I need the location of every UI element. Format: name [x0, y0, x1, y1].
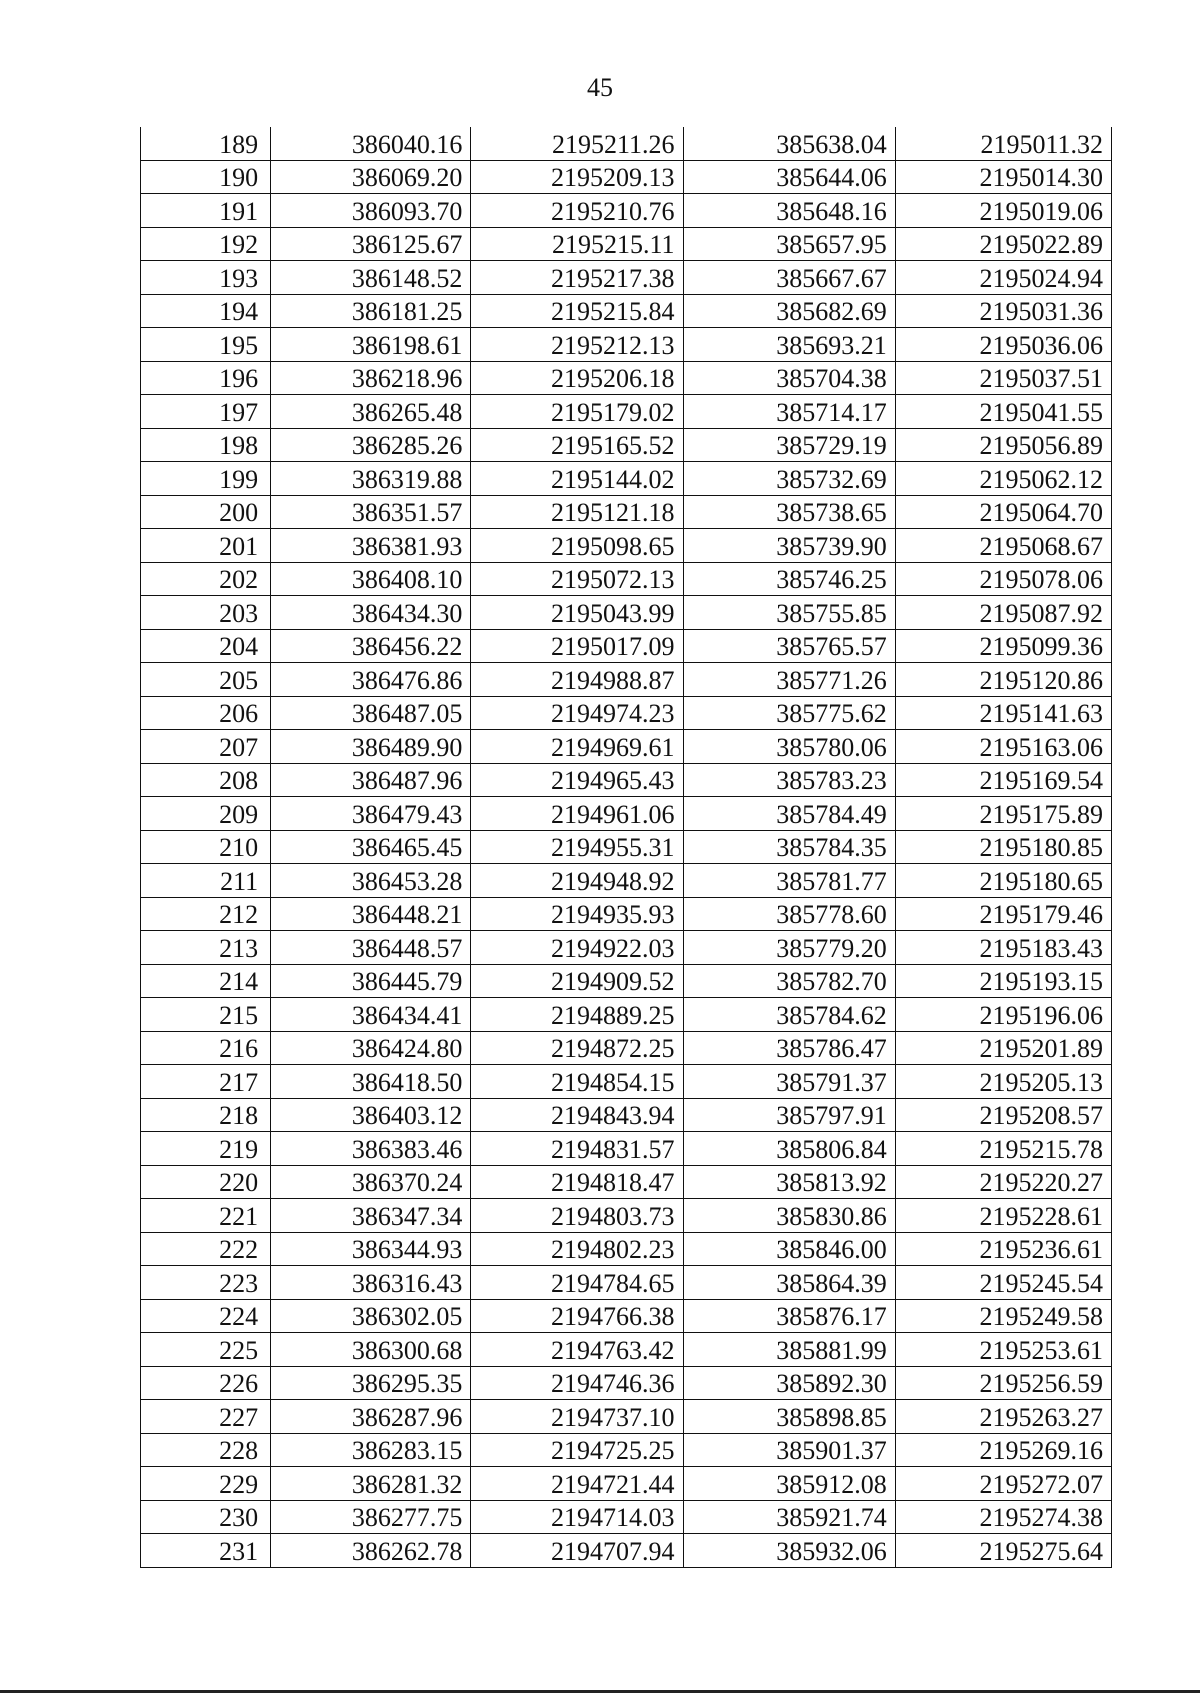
y2-coordinate-cell: 2195037.51: [895, 361, 1111, 395]
x1-coordinate-cell: 386277.75: [271, 1500, 471, 1534]
table-row: [141, 931, 1112, 965]
y1-coordinate-cell: 2195217.38: [471, 261, 683, 295]
x2-coordinate-cell: 385779.20: [683, 931, 895, 965]
y2-coordinate-cell: 2195163.06: [895, 730, 1111, 764]
point-number-cell: 226: [141, 1366, 271, 1400]
table-row: [141, 998, 1112, 1032]
point-number-cell: 199: [141, 462, 271, 496]
y1-coordinate-cell: 2194746.36: [471, 1366, 683, 1400]
y2-coordinate-cell: 2195120.86: [895, 663, 1111, 697]
y1-coordinate-cell: 2195165.52: [471, 428, 683, 462]
x2-coordinate-cell: 385932.06: [683, 1534, 895, 1568]
y2-coordinate-cell: 2195274.38: [895, 1500, 1111, 1534]
point-number-cell: 209: [141, 797, 271, 831]
y1-coordinate-cell: 2195179.02: [471, 395, 683, 429]
y1-coordinate-cell: 2194854.15: [471, 1065, 683, 1099]
y1-coordinate-cell: 2194737.10: [471, 1400, 683, 1434]
point-number-cell: 220: [141, 1165, 271, 1199]
x1-coordinate-cell: 386347.34: [271, 1199, 471, 1233]
table-row: [141, 127, 1112, 160]
x1-coordinate-cell: 386448.21: [271, 897, 471, 931]
x1-coordinate-cell: 386434.30: [271, 596, 471, 630]
table-row: [141, 1232, 1112, 1266]
x2-coordinate-cell: 385704.38: [683, 361, 895, 395]
y2-coordinate-cell: 2195031.36: [895, 294, 1111, 328]
point-number-cell: 195: [141, 328, 271, 362]
table-row: [141, 1467, 1112, 1501]
x2-coordinate-cell: 385921.74: [683, 1500, 895, 1534]
x2-coordinate-cell: 385786.47: [683, 1031, 895, 1065]
point-number-cell: 229: [141, 1467, 271, 1501]
table-row: [141, 328, 1112, 362]
table-row: [141, 864, 1112, 898]
point-number-cell: 192: [141, 227, 271, 261]
y1-coordinate-cell: 2195121.18: [471, 495, 683, 529]
y2-coordinate-cell: 2195196.06: [895, 998, 1111, 1032]
x1-coordinate-cell: 386381.93: [271, 529, 471, 563]
x2-coordinate-cell: 385784.49: [683, 797, 895, 831]
x2-coordinate-cell: 385898.85: [683, 1400, 895, 1434]
x2-coordinate-cell: 385729.19: [683, 428, 895, 462]
x1-coordinate-cell: 386370.24: [271, 1165, 471, 1199]
y1-coordinate-cell: 2194831.57: [471, 1132, 683, 1166]
point-number-cell: 202: [141, 562, 271, 596]
y2-coordinate-cell: 2195263.27: [895, 1400, 1111, 1434]
y2-coordinate-cell: 2195041.55: [895, 395, 1111, 429]
point-number-cell: 225: [141, 1333, 271, 1367]
x1-coordinate-cell: 386069.20: [271, 160, 471, 194]
y1-coordinate-cell: 2194818.47: [471, 1165, 683, 1199]
point-number-cell: 211: [141, 864, 271, 898]
x2-coordinate-cell: 385813.92: [683, 1165, 895, 1199]
y1-coordinate-cell: 2194784.65: [471, 1266, 683, 1300]
y1-coordinate-cell: 2194843.94: [471, 1098, 683, 1132]
y1-coordinate-cell: 2194935.93: [471, 897, 683, 931]
x1-coordinate-cell: 386456.22: [271, 629, 471, 663]
x1-coordinate-cell: 386295.35: [271, 1366, 471, 1400]
table-row: [141, 294, 1112, 328]
x2-coordinate-cell: 385693.21: [683, 328, 895, 362]
x1-coordinate-cell: 386351.57: [271, 495, 471, 529]
x1-coordinate-cell: 386319.88: [271, 462, 471, 496]
y2-coordinate-cell: 2195014.30: [895, 160, 1111, 194]
point-number-cell: 219: [141, 1132, 271, 1166]
x1-coordinate-cell: 386408.10: [271, 562, 471, 596]
x2-coordinate-cell: 385775.62: [683, 696, 895, 730]
table-row: [141, 1065, 1112, 1099]
x2-coordinate-cell: 385732.69: [683, 462, 895, 496]
point-number-cell: 221: [141, 1199, 271, 1233]
x2-coordinate-cell: 385765.57: [683, 629, 895, 663]
table-row: [141, 261, 1112, 295]
point-number-cell: 201: [141, 529, 271, 563]
x1-coordinate-cell: 386265.48: [271, 395, 471, 429]
x1-coordinate-cell: 386487.05: [271, 696, 471, 730]
y2-coordinate-cell: 2195019.06: [895, 194, 1111, 228]
y1-coordinate-cell: 2194802.23: [471, 1232, 683, 1266]
point-number-cell: 204: [141, 629, 271, 663]
y2-coordinate-cell: 2195180.65: [895, 864, 1111, 898]
table-row: [141, 629, 1112, 663]
point-number-cell: 190: [141, 160, 271, 194]
y2-coordinate-cell: 2195236.61: [895, 1232, 1111, 1266]
point-number-cell: 193: [141, 261, 271, 295]
x2-coordinate-cell: 385638.04: [683, 127, 895, 160]
y1-coordinate-cell: 2195209.13: [471, 160, 683, 194]
point-number-cell: 206: [141, 696, 271, 730]
point-number-cell: 214: [141, 964, 271, 998]
x1-coordinate-cell: 386445.79: [271, 964, 471, 998]
table-row: [141, 830, 1112, 864]
y1-coordinate-cell: 2195206.18: [471, 361, 683, 395]
point-number-cell: 215: [141, 998, 271, 1032]
x1-coordinate-cell: 386093.70: [271, 194, 471, 228]
y1-coordinate-cell: 2194988.87: [471, 663, 683, 697]
x2-coordinate-cell: 385714.17: [683, 395, 895, 429]
point-number-cell: 194: [141, 294, 271, 328]
x2-coordinate-cell: 385780.06: [683, 730, 895, 764]
x2-coordinate-cell: 385782.70: [683, 964, 895, 998]
x2-coordinate-cell: 385846.00: [683, 1232, 895, 1266]
table-row: [141, 1534, 1112, 1568]
table-row: [141, 1333, 1112, 1367]
table-row: [141, 227, 1112, 261]
y1-coordinate-cell: 2194965.43: [471, 763, 683, 797]
y1-coordinate-cell: 2194766.38: [471, 1299, 683, 1333]
point-number-cell: 196: [141, 361, 271, 395]
point-number-cell: 223: [141, 1266, 271, 1300]
x2-coordinate-cell: 385667.67: [683, 261, 895, 295]
y1-coordinate-cell: 2195215.11: [471, 227, 683, 261]
y2-coordinate-cell: 2195256.59: [895, 1366, 1111, 1400]
x2-coordinate-cell: 385881.99: [683, 1333, 895, 1367]
table-row: [141, 696, 1112, 730]
y2-coordinate-cell: 2195228.61: [895, 1199, 1111, 1233]
coordinates-table-body: [141, 127, 1112, 1567]
table-row: [141, 529, 1112, 563]
y2-coordinate-cell: 2195183.43: [895, 931, 1111, 965]
y1-coordinate-cell: 2194872.25: [471, 1031, 683, 1065]
point-number-cell: 231: [141, 1534, 271, 1568]
y1-coordinate-cell: 2194889.25: [471, 998, 683, 1032]
y1-coordinate-cell: 2195211.26: [471, 127, 683, 160]
x2-coordinate-cell: 385830.86: [683, 1199, 895, 1233]
point-number-cell: 210: [141, 830, 271, 864]
y1-coordinate-cell: 2195144.02: [471, 462, 683, 496]
x1-coordinate-cell: 386487.96: [271, 763, 471, 797]
table-row: [141, 462, 1112, 496]
y1-coordinate-cell: 2194961.06: [471, 797, 683, 831]
x1-coordinate-cell: 386040.16: [271, 127, 471, 160]
table-row: [141, 730, 1112, 764]
y1-coordinate-cell: 2194763.42: [471, 1333, 683, 1367]
y2-coordinate-cell: 2195220.27: [895, 1165, 1111, 1199]
table-row: [141, 797, 1112, 831]
y1-coordinate-cell: 2194974.23: [471, 696, 683, 730]
y2-coordinate-cell: 2195269.16: [895, 1433, 1111, 1467]
y2-coordinate-cell: 2195099.36: [895, 629, 1111, 663]
point-number-cell: 216: [141, 1031, 271, 1065]
y1-coordinate-cell: 2195212.13: [471, 328, 683, 362]
y2-coordinate-cell: 2195056.89: [895, 428, 1111, 462]
table-row: [141, 1132, 1112, 1166]
y1-coordinate-cell: 2194714.03: [471, 1500, 683, 1534]
point-number-cell: 227: [141, 1400, 271, 1434]
y2-coordinate-cell: 2195208.57: [895, 1098, 1111, 1132]
point-number-cell: 198: [141, 428, 271, 462]
y1-coordinate-cell: 2194909.52: [471, 964, 683, 998]
x1-coordinate-cell: 386383.46: [271, 1132, 471, 1166]
table-row: [141, 495, 1112, 529]
x1-coordinate-cell: 386403.12: [271, 1098, 471, 1132]
point-number-cell: 207: [141, 730, 271, 764]
point-number-cell: 212: [141, 897, 271, 931]
x2-coordinate-cell: 385778.60: [683, 897, 895, 931]
x1-coordinate-cell: 386283.15: [271, 1433, 471, 1467]
x2-coordinate-cell: 385682.69: [683, 294, 895, 328]
point-number-cell: 224: [141, 1299, 271, 1333]
point-number-cell: 191: [141, 194, 271, 228]
x2-coordinate-cell: 385738.65: [683, 495, 895, 529]
y1-coordinate-cell: 2195043.99: [471, 596, 683, 630]
y2-coordinate-cell: 2195205.13: [895, 1065, 1111, 1099]
y1-coordinate-cell: 2194803.73: [471, 1199, 683, 1233]
point-number-cell: 208: [141, 763, 271, 797]
x2-coordinate-cell: 385784.35: [683, 830, 895, 864]
x2-coordinate-cell: 385771.26: [683, 663, 895, 697]
x2-coordinate-cell: 385791.37: [683, 1065, 895, 1099]
table-row: [141, 1031, 1112, 1065]
point-number-cell: 200: [141, 495, 271, 529]
x1-coordinate-cell: 386262.78: [271, 1534, 471, 1568]
x2-coordinate-cell: 385784.62: [683, 998, 895, 1032]
x1-coordinate-cell: 386476.86: [271, 663, 471, 697]
y2-coordinate-cell: 2195024.94: [895, 261, 1111, 295]
point-number-cell: 205: [141, 663, 271, 697]
y2-coordinate-cell: 2195215.78: [895, 1132, 1111, 1166]
table-row: [141, 663, 1112, 697]
x2-coordinate-cell: 385644.06: [683, 160, 895, 194]
y2-coordinate-cell: 2195245.54: [895, 1266, 1111, 1300]
point-number-cell: 222: [141, 1232, 271, 1266]
y2-coordinate-cell: 2195175.89: [895, 797, 1111, 831]
x1-coordinate-cell: 386453.28: [271, 864, 471, 898]
x1-coordinate-cell: 386181.25: [271, 294, 471, 328]
x1-coordinate-cell: 386434.41: [271, 998, 471, 1032]
x1-coordinate-cell: 386479.43: [271, 797, 471, 831]
y2-coordinate-cell: 2195201.89: [895, 1031, 1111, 1065]
x1-coordinate-cell: 386198.61: [271, 328, 471, 362]
y2-coordinate-cell: 2195064.70: [895, 495, 1111, 529]
point-number-cell: 189: [141, 127, 271, 160]
page-number: 45: [587, 73, 613, 102]
x2-coordinate-cell: 385657.95: [683, 227, 895, 261]
y1-coordinate-cell: 2194955.31: [471, 830, 683, 864]
table-row: [141, 763, 1112, 797]
x2-coordinate-cell: 385739.90: [683, 529, 895, 563]
table-row: [141, 1500, 1112, 1534]
table-row: [141, 1400, 1112, 1434]
table-row: [141, 1366, 1112, 1400]
y1-coordinate-cell: 2194948.92: [471, 864, 683, 898]
y2-coordinate-cell: 2195249.58: [895, 1299, 1111, 1333]
table-row: [141, 562, 1112, 596]
point-number-cell: 228: [141, 1433, 271, 1467]
x2-coordinate-cell: 385797.91: [683, 1098, 895, 1132]
x1-coordinate-cell: 386148.52: [271, 261, 471, 295]
point-number-cell: 230: [141, 1500, 271, 1534]
point-number-cell: 217: [141, 1065, 271, 1099]
x1-coordinate-cell: 386287.96: [271, 1400, 471, 1434]
table-row: [141, 596, 1112, 630]
point-number-cell: 203: [141, 596, 271, 630]
y2-coordinate-cell: 2195036.06: [895, 328, 1111, 362]
y2-coordinate-cell: 2195272.07: [895, 1467, 1111, 1501]
x1-coordinate-cell: 386281.32: [271, 1467, 471, 1501]
x1-coordinate-cell: 386344.93: [271, 1232, 471, 1266]
y2-coordinate-cell: 2195180.85: [895, 830, 1111, 864]
x2-coordinate-cell: 385806.84: [683, 1132, 895, 1166]
y1-coordinate-cell: 2195210.76: [471, 194, 683, 228]
y1-coordinate-cell: 2194725.25: [471, 1433, 683, 1467]
table-row: [141, 361, 1112, 395]
y2-coordinate-cell: 2195078.06: [895, 562, 1111, 596]
x2-coordinate-cell: 385746.25: [683, 562, 895, 596]
point-number-cell: 213: [141, 931, 271, 965]
y1-coordinate-cell: 2195098.65: [471, 529, 683, 563]
y2-coordinate-cell: 2195068.67: [895, 529, 1111, 563]
x1-coordinate-cell: 386316.43: [271, 1266, 471, 1300]
x2-coordinate-cell: 385892.30: [683, 1366, 895, 1400]
table-row: [141, 160, 1112, 194]
table-row: [141, 1299, 1112, 1333]
y2-coordinate-cell: 2195141.63: [895, 696, 1111, 730]
y2-coordinate-cell: 2195193.15: [895, 964, 1111, 998]
y1-coordinate-cell: 2195017.09: [471, 629, 683, 663]
table-row: [141, 1433, 1112, 1467]
y1-coordinate-cell: 2194922.03: [471, 931, 683, 965]
y1-coordinate-cell: 2194721.44: [471, 1467, 683, 1501]
y2-coordinate-cell: 2195022.89: [895, 227, 1111, 261]
y2-coordinate-cell: 2195275.64: [895, 1534, 1111, 1568]
x1-coordinate-cell: 386125.67: [271, 227, 471, 261]
y1-coordinate-cell: 2194969.61: [471, 730, 683, 764]
x2-coordinate-cell: 385781.77: [683, 864, 895, 898]
y1-coordinate-cell: 2195215.84: [471, 294, 683, 328]
x2-coordinate-cell: 385755.85: [683, 596, 895, 630]
table-row: [141, 897, 1112, 931]
point-number-cell: 197: [141, 395, 271, 429]
table-row: [141, 1098, 1112, 1132]
table-row: [141, 964, 1112, 998]
table-row: [141, 1199, 1112, 1233]
table-row: [141, 1266, 1112, 1300]
x1-coordinate-cell: 386302.05: [271, 1299, 471, 1333]
x1-coordinate-cell: 386218.96: [271, 361, 471, 395]
x2-coordinate-cell: 385783.23: [683, 763, 895, 797]
x2-coordinate-cell: 385864.39: [683, 1266, 895, 1300]
table-row: [141, 1165, 1112, 1199]
table-row: [141, 194, 1112, 228]
table-row: [141, 428, 1112, 462]
x1-coordinate-cell: 386285.26: [271, 428, 471, 462]
y2-coordinate-cell: 2195087.92: [895, 596, 1111, 630]
y2-coordinate-cell: 2195169.54: [895, 763, 1111, 797]
y1-coordinate-cell: 2194707.94: [471, 1534, 683, 1568]
x1-coordinate-cell: 386300.68: [271, 1333, 471, 1367]
y2-coordinate-cell: 2195179.46: [895, 897, 1111, 931]
y2-coordinate-cell: 2195062.12: [895, 462, 1111, 496]
x2-coordinate-cell: 385901.37: [683, 1433, 895, 1467]
y2-coordinate-cell: 2195011.32: [895, 127, 1111, 160]
x2-coordinate-cell: 385648.16: [683, 194, 895, 228]
y2-coordinate-cell: 2195253.61: [895, 1333, 1111, 1367]
point-number-cell: 218: [141, 1098, 271, 1132]
x1-coordinate-cell: 386465.45: [271, 830, 471, 864]
table-row: [141, 395, 1112, 429]
x1-coordinate-cell: 386418.50: [271, 1065, 471, 1099]
y1-coordinate-cell: 2195072.13: [471, 562, 683, 596]
x2-coordinate-cell: 385876.17: [683, 1299, 895, 1333]
x1-coordinate-cell: 386489.90: [271, 730, 471, 764]
x1-coordinate-cell: 386448.57: [271, 931, 471, 965]
x1-coordinate-cell: 386424.80: [271, 1031, 471, 1065]
coordinates-table: [140, 127, 1112, 1568]
x2-coordinate-cell: 385912.08: [683, 1467, 895, 1501]
